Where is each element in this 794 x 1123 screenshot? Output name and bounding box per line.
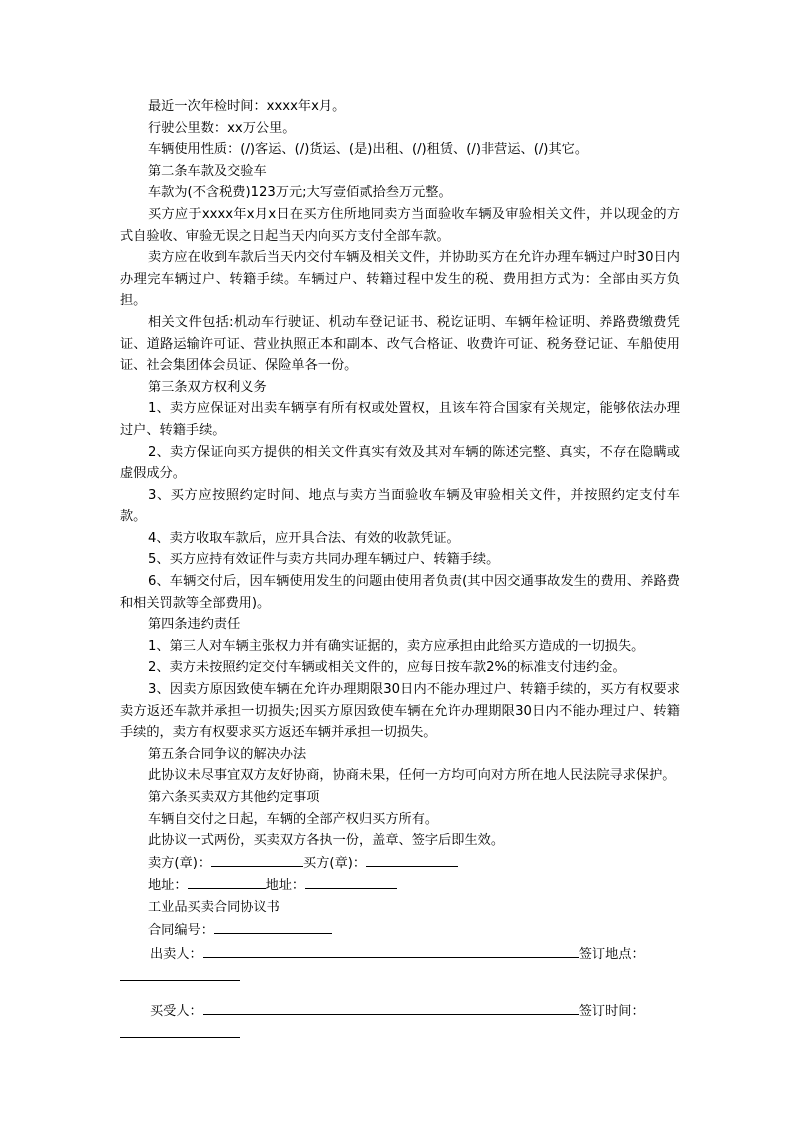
contract-number-label: 合同编号：	[148, 922, 214, 938]
inspection-line: 最近一次年检时间：xxxx年x月。	[148, 99, 346, 114]
signing-time-label: 签订时间：	[578, 1004, 645, 1020]
right-1: 1、卖方应保证对出卖车辆享有所有权或处置权，且该车符合国家有关规定，能够依法办理过户、转籍手续。	[120, 401, 680, 438]
buyer-payment-paragraph: 买方应于xxxx年x月x日在买方住所地同卖方当面验收车辆及审验相关文件，并以现金的方式自验收、审验无误之日起当天内向买方支付全部车款。	[120, 206, 680, 244]
seller-delivery-paragraph: 卖方应在收到车款后当天内交付车辆及相关文件，并协助买方在允许办理车辆过户时30日内办理完车辆过户、转籍手续。车辆过户、转籍过程中发生的税、费用担方式为：全部由买方负担。	[120, 250, 680, 309]
contract-2-title: 工业品买卖合同协议书	[148, 899, 280, 915]
contract2-seller-blank[interactable]	[203, 943, 579, 958]
article-5-title: 第五条合同争议的解决办法	[148, 746, 307, 762]
usage-line: 车辆使用性质：(/)客运、(/)货运、(是)出租、(/)租赁、(/)非营运、(/)其它。	[148, 142, 589, 158]
price-line: 车款为(不含税费)123万元;大写壹佰贰拾叁万元整。	[148, 185, 452, 201]
contract-number-blank[interactable]	[214, 919, 332, 934]
dispute-paragraph: 此协议未尽事宜双方友好协商，协商未果，任何一方均可向对方所在地人民法院寻求保护。	[148, 768, 676, 784]
copies-line: 此协议一式两份，买卖双方各执一份，盖章、签字后即生效。	[148, 833, 505, 849]
signing-time-blank[interactable]	[120, 1023, 240, 1038]
signing-time-blank-row	[120, 1023, 680, 1046]
buyer-address-blank[interactable]	[305, 874, 397, 889]
document-body	[120, 96, 680, 1046]
right-2: 2、卖方保证向买方提供的相关文件真实有效及其对车辆的陈述完整、真实，不存在隐瞒或虚假成分。	[120, 444, 680, 482]
right-6: 6、车辆交付后，因车辆使用发生的问题由使用者负责(其中因交通事故发生的费用、养路费和相关罚款等全部费用)。	[120, 574, 680, 611]
seller-address-blank[interactable]	[188, 874, 266, 889]
contract-number-row	[120, 919, 680, 942]
signing-place-label: 签订地点：	[578, 947, 645, 963]
breach-3: 3、因卖方原因致使车辆在允许办理期限30日内不能办理过户、转籍手续的，买方有权要求卖方返还车款并承担一切损失;因买方原因致使车辆在允许办理期限30日内不能办理过户、转籍手续的，卖方有权要求买方返还车辆并承担一切损失。	[120, 682, 680, 741]
buyer-time-row	[120, 1000, 680, 1023]
seller-buyer-signature-row	[120, 852, 680, 875]
contract2-seller-label: 出卖人：	[150, 947, 203, 963]
address-row	[120, 874, 680, 897]
article-4-title: 第四条违约责任	[148, 617, 241, 633]
seller-seal-label: 卖方(章)：	[148, 855, 212, 871]
signing-place-blank-row	[120, 966, 680, 989]
contract2-buyer-blank[interactable]	[203, 1000, 579, 1015]
buyer-address-label: 地址：	[265, 878, 306, 894]
article-6-title: 第六条买卖双方其他约定事项	[148, 790, 320, 805]
documents-paragraph: 相关文件包括:机动车行驶证、机动车登记证书、税讫证明、车辆年检证明、养路费缴费凭证、道路运输许可证、营业执照正本和副本、改气合格证、收费许可证、税务登记证、车船使用证、社会集团体会员证、保险单各一份。	[120, 314, 680, 374]
seller-seal-blank[interactable]	[211, 852, 303, 867]
breach-2: 2、卖方未按照约定交付车辆或相关文件的，应每日按车款2%的标准支付违约金。	[148, 660, 626, 676]
mileage-line: 行驶公里数：xx万公里。	[148, 120, 296, 136]
seller-address-label: 地址：	[148, 878, 188, 894]
signing-place-blank[interactable]	[120, 966, 240, 981]
seller-place-row	[120, 943, 680, 966]
right-4: 4、卖方收取车款后，应开具合法、有效的收款凭证。	[148, 530, 460, 546]
buyer-seal-blank[interactable]	[366, 852, 458, 867]
right-3: 3、买方应按照约定时间、地点与卖方当面验收车辆及审验相关文件，并按照约定支付车款。	[120, 487, 680, 525]
ownership-line: 车辆自交付之日起，车辆的全部产权归买方所有。	[148, 811, 439, 827]
contract2-buyer-label: 买受人：	[150, 1004, 203, 1020]
article-3-title: 第三条双方权利义务	[148, 379, 267, 395]
right-5: 5、买方应持有效证件与卖方共同办理车辆过户、转籍手续。	[148, 552, 500, 568]
buyer-seal-label: 买方(章)：	[303, 855, 367, 871]
article-2-title: 第二条车款及交验车	[148, 163, 267, 179]
breach-1: 1、第三人对车辆主张权力并有确实证据的，卖方应承担由此给买方造成的一切损失。	[148, 638, 645, 654]
